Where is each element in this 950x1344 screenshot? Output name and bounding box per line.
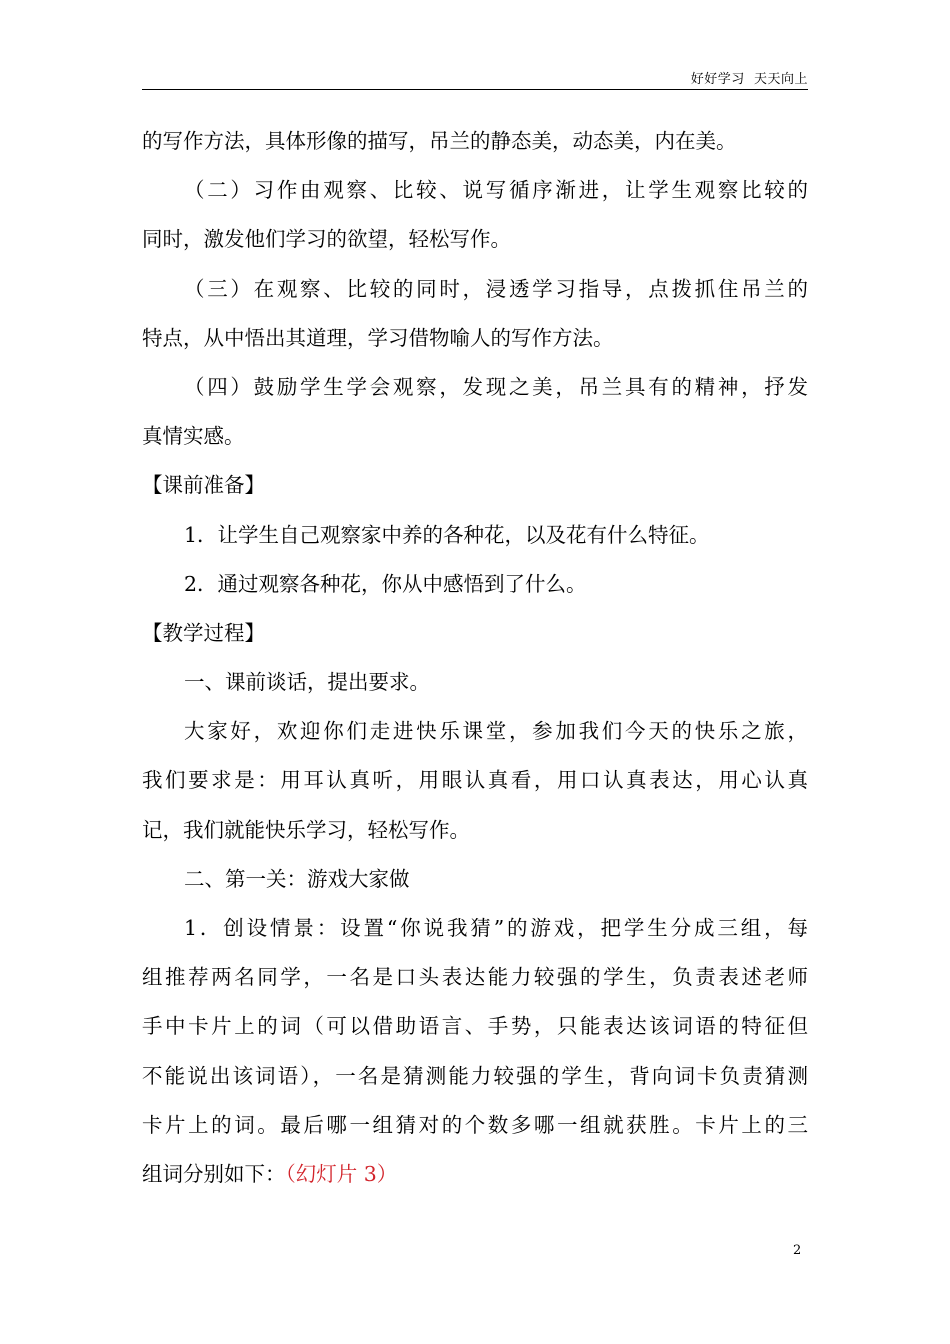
- text-line: 1．创设情景：设置“你说我猜”的游戏，把学生分成三组，每: [184, 916, 808, 940]
- text-line: 真情实感。: [142, 424, 245, 449]
- text-line: 大家好，欢迎你们走进快乐课堂，参加我们今天的快乐之旅，: [184, 719, 808, 744]
- text-line: [142, 1150, 808, 1199]
- text-line: 的写作方法，具体形像的描写，吊兰的静态美，动态美，内在美。: [142, 129, 737, 153]
- text-line: 卡片上的词。最后哪一组猜对的个数多哪一组就获胜。卡片上的三: [142, 1112, 808, 1137]
- subheading: 一、课前谈话，提出要求。: [184, 670, 430, 695]
- section-heading-process: 【教学过程】: [142, 620, 265, 645]
- text-line: 记，我们就能快乐学习，轻松写作。: [142, 817, 470, 842]
- header-divider: [142, 89, 808, 90]
- text-line: 我们要求是：用耳认真听，用眼认真看，用口认真表达，用心认真: [142, 768, 808, 793]
- text-line: 特点，从中悟出其道理，学习借物喻人的写作方法。: [142, 325, 614, 350]
- text-line: （二）习作由观察、比较、说写循序渐进，让学生观察比较的: [184, 178, 808, 203]
- text-line: 不能说出该词语），一名是猜测能力较强的学生，背向词卡负责猜测: [142, 1063, 808, 1088]
- slide-reference: （幻灯片 3）: [285, 1161, 398, 1186]
- text-line: （四）鼓励学生学会观察，发现之美，吊兰具有的精神，抒发: [184, 374, 808, 399]
- page-header: [142, 62, 808, 90]
- section-heading-preparation: 【课前准备】: [142, 473, 265, 498]
- text-line: 手中卡片上的词（可以借助语言、手势，只能表达该词语的特征但: [142, 1014, 808, 1039]
- document-body: [142, 117, 808, 1199]
- header-slogan: 好好学习 天天向上: [690, 72, 808, 87]
- text-line: 组推荐两名同学，一名是口头表达能力较强的学生，负责表述老师: [142, 965, 808, 990]
- text-segment: 组词分别如下：: [142, 1161, 286, 1186]
- list-item: 1．让学生自己观察家中养的各种花，以及花有什么特征。: [184, 522, 710, 547]
- page-number: 2: [793, 1243, 802, 1258]
- text-line: 同时，激发他们学习的欲望，轻松写作。: [142, 227, 511, 252]
- subheading: 二、第一关：游戏大家做: [184, 866, 410, 891]
- text-line: （三）在观察、比较的同时，浸透学习指导，点拨抓住吊兰的: [184, 276, 808, 301]
- list-item: 2．通过观察各种花，你从中感悟到了什么。: [184, 571, 587, 596]
